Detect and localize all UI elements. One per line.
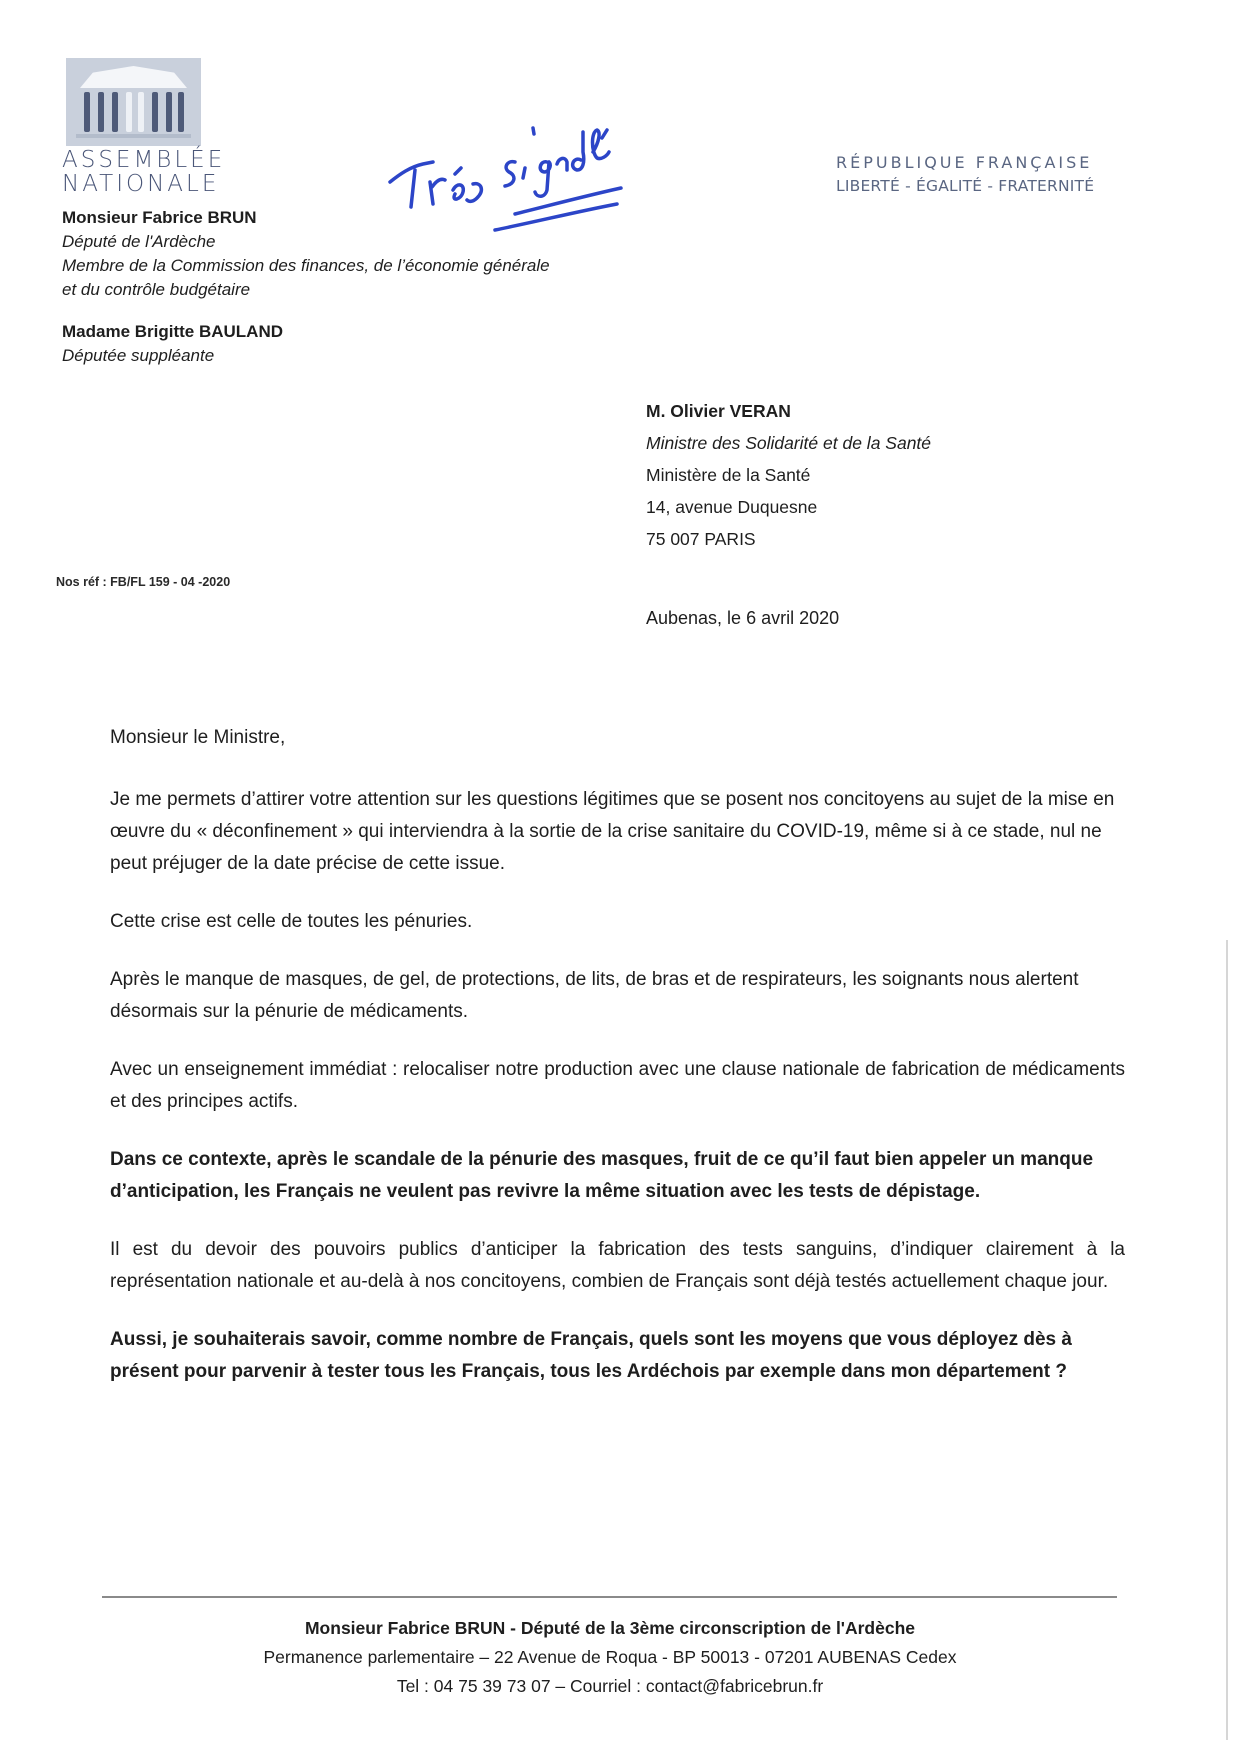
republic-header [836, 152, 1136, 198]
column-icon [178, 92, 184, 132]
footer-sender: Monsieur Fabrice BRUN - Député de la 3ème circonscription de l'Ardèche [304, 1618, 915, 1638]
recipient-ministry: Ministère de la Santé [646, 465, 811, 485]
institution-name [62, 147, 226, 197]
letter-body [110, 722, 1125, 1414]
reference-number: Nos réf : FB/FL 159 - 04 -2020 [56, 575, 231, 589]
footer-contact: Tel : 04 75 39 73 07 – Courriel : contact@fabricebrun.fr [396, 1676, 824, 1696]
column-icon [126, 92, 132, 132]
republic-title: RÉPUBLIQUE FRANÇAISE [836, 153, 1093, 172]
sender-commission-line-1: Membre de la Commission des finances, de l’économie générale [62, 256, 550, 275]
sender-title: Député de l'Ardèche [62, 232, 216, 251]
recipient-title: Ministre des Solidarité et de la Santé [646, 433, 932, 453]
assemblee-nationale-logo [66, 58, 201, 146]
recipient-name: M. Olivier VERAN [646, 401, 791, 421]
column-icon [98, 92, 104, 132]
body-paragraph-question: Aussi, je souhaiterais savoir, comme nombre de Français, quels sont les moyens que vous déployez dès à présent pour parvenir à tester tous les Français, tous les Ardéchois par exemple dans mon département ? [110, 1329, 1072, 1382]
substitute-name: Madame Brigitte BAULAND [62, 322, 284, 341]
institution-line-2: NATIONALE [62, 171, 220, 197]
column-icon [152, 92, 158, 132]
substitute-title: Députée suppléante [62, 346, 215, 365]
scan-edge-line [1226, 940, 1228, 1740]
recipient-street: 14, avenue Duquesne [646, 497, 818, 517]
sender-commission-line-2: et du contrôle budgétaire [62, 280, 251, 299]
building-base-icon [76, 134, 191, 138]
place-date: Aubenas, le 6 avril 2020 [646, 608, 840, 628]
recipient-block [646, 395, 1066, 555]
column-icon [84, 92, 90, 132]
sender-name: Monsieur Fabrice BRUN [62, 208, 257, 227]
recipient-city: 75 007 PARIS [646, 529, 756, 549]
sender-block [62, 206, 662, 368]
salutation: Monsieur le Ministre, [110, 727, 286, 748]
column-icon [138, 92, 144, 132]
body-paragraph: Après le manque de masques, de gel, de protections, de lits, de bras et de respirateurs, les soignants nous alertent désormais sur la pénurie de médicaments. [110, 969, 1079, 1022]
footer [100, 1614, 1120, 1701]
column-icon [166, 92, 172, 132]
republic-motto: LIBERTÉ - ÉGALITÉ - FRATERNITÉ [836, 177, 1095, 195]
body-paragraph: Je me permets d’attirer votre attention sur les questions légitimes que se posent nos concitoyens au sujet de la mise en œuvre du « déconfinement » qui interviendra à la sortie de la crise sanitaire du COVID-19, même si à ce stade, nul ne peut préjuger de la date précise de cette issue. [110, 789, 1115, 874]
body-paragraph: Il est du devoir des pouvoirs publics d’anticiper la fabrication des tests sanguins, d’indiquer clairement à la représentation nationale et au-delà à nos concitoyens, combien de Français sont déjà testés actuellement chaque jour. [110, 1239, 1125, 1292]
footer-divider [102, 1596, 1117, 1598]
building-roof-icon [80, 66, 187, 88]
footer-address: Permanence parlementaire – 22 Avenue de Roqua - BP 50013 - 07201 AUBENAS Cedex [263, 1647, 957, 1667]
column-icon [112, 92, 118, 132]
body-paragraph-emphasis: Dans ce contexte, après le scandale de la pénurie des masques, fruit de ce qu’il faut bien appeler un manque d’anticipation, les Français ne veulent pas revivre la même situation avec les tests de dépistage. [110, 1149, 1094, 1202]
body-paragraph: Cette crise est celle de toutes les pénuries. [110, 911, 473, 932]
institution-line-1: ASSEMBLÉE [62, 147, 226, 173]
body-paragraph: Avec un enseignement immédiat : relocaliser notre production avec une clause nationale de fabrication de médicaments et des principes actifs. [110, 1059, 1125, 1112]
